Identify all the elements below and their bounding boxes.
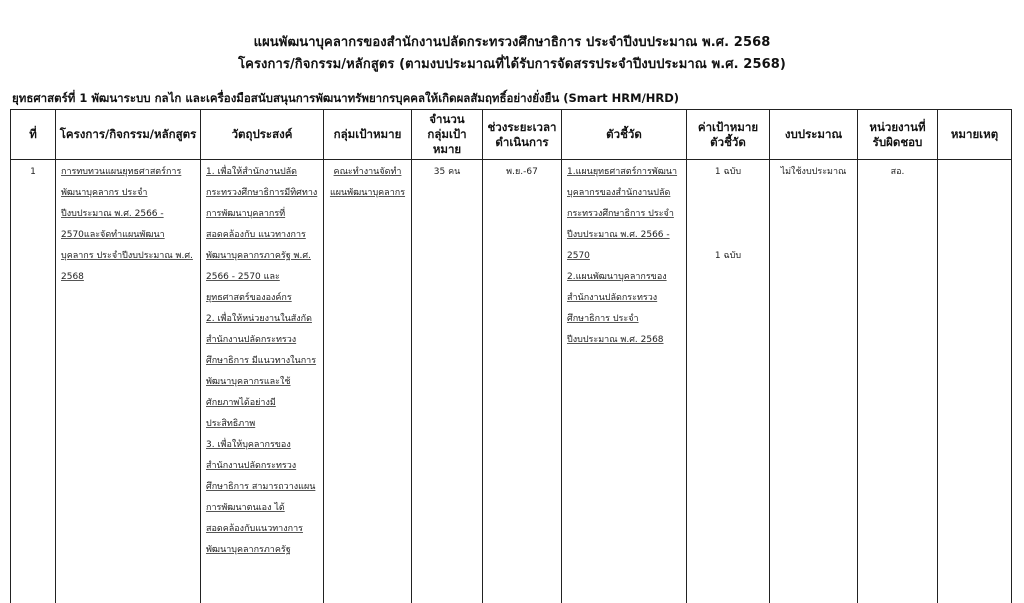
header-no: ที่ [11,110,56,160]
header-target-count: จำนวน กลุ่มเป้าหมาย [412,110,483,160]
strategy-heading: ยุทธศาสตร์ที่ 1 พัฒนาระบบ กลไก และเครื่องมือสนับสนุนการพัฒนาทรัพยากรบุคคลให้เกิดผลสัมฤทธิ์อย่างยั่งยืน (Smart HRM/HRD) [12,91,680,105]
objective-2: 2. เพื่อให้หน่วยงานในสังกัดสำนักงานปลัดกระทรวงศึกษาธิการ มีแนวทางในการพัฒนาบุคลากรและใช้ศักยภาพได้อย่างมีประสิทธิภาพ [206,314,317,429]
cell-no: 1 [11,160,56,603]
cell-responsible-unit: สอ. [858,160,938,603]
header-target-group: กลุ่มเป้าหมาย [324,110,412,160]
header-responsible-unit: หน่วยงานที่ รับผิดชอบ [858,110,938,160]
development-plan-table [10,109,1012,603]
table-row [11,160,1012,603]
table-header-row [11,110,1012,160]
header-period: ช่วงระยะเวลา ดำเนินการ [483,110,562,160]
indicator-2: 2.แผนพัฒนาบุคลากรของสำนักงานปลัดกระทรวงศึกษาธิการ ประจำปีงบประมาณ พ.ศ. 2568 [567,272,667,345]
cell-project [56,160,201,603]
cell-indicators [562,160,687,603]
indicator-1: 1.แผนยุทธศาสตร์การพัฒนาบุคลากรของสำนักงานปลัดกระทรวงศึกษาธิการ ประจำปีงบประมาณ พ.ศ. 2566 - 2570 [567,167,678,261]
header-objectives: วัตถุประสงค์ [201,110,324,160]
header-project: โครงการ/กิจกรรม/หลักสูตร [56,110,201,160]
cell-period: พ.ย.-67 [483,160,562,603]
header-note: หมายเหตุ [938,110,1012,160]
target-group-text: คณะทำงานจัดทำแผนพัฒนาบุคลากร [329,167,406,198]
objective-1: 1. เพื่อให้สำนักงานปลัดกระทรวงศึกษาธิการมีทิศทางการพัฒนาบุคลากรที่สอดคล้องกับ แนวทางการพัฒนาบุคลากรภาครัฐ พ.ศ. 2566 - 2570 และยุทธศาสตร์ขององค์กร [206,167,318,303]
cell-indicator-targets [687,160,770,603]
document-title: แผนพัฒนาบุคลากรของสำนักงานปลัดกระทรวงศึกษาธิการ ประจำปีงบประมาณ พ.ศ. 2568 [253,35,771,50]
cell-budget: ไม่ใช้งบประมาณ [770,160,858,603]
cell-target-group [324,160,412,603]
document-subtitle: โครงการ/กิจกรรม/หลักสูตร (ตามงบประมาณที่ได้รับการจัดสรรประจำปีงบประมาณ พ.ศ. 2568) [238,57,786,72]
cell-objectives [201,160,324,603]
indicator-target-1: 1 ฉบับ [714,167,742,177]
cell-note [938,160,1012,603]
indicator-target-2: 1 ฉบับ [714,251,742,261]
cell-target-count: 35 คน [412,160,483,603]
project-text: การทบทวนแผนยุทธศาสตร์การพัฒนาบุคลากร ประจำปีงบประมาณ พ.ศ. 2566 - 2570และจัดทำแผนพัฒนาบุคลากร ประจำปีงบประมาณ พ.ศ. 2568 [61,167,193,282]
header-indicator-targets: ค่าเป้าหมาย ตัวชี้วัด [687,110,770,160]
header-budget: งบประมาณ [770,110,858,160]
objective-3: 3. เพื่อให้บุคลากรของสำนักงานปลัดกระทรวงศึกษาธิการ สามารถวางแผนการพัฒนาตนเอง ได้สอดคล้องกับแนวทางการพัฒนาบุคลากรภาครัฐ [206,440,316,555]
header-indicators: ตัวชี้วัด [562,110,687,160]
